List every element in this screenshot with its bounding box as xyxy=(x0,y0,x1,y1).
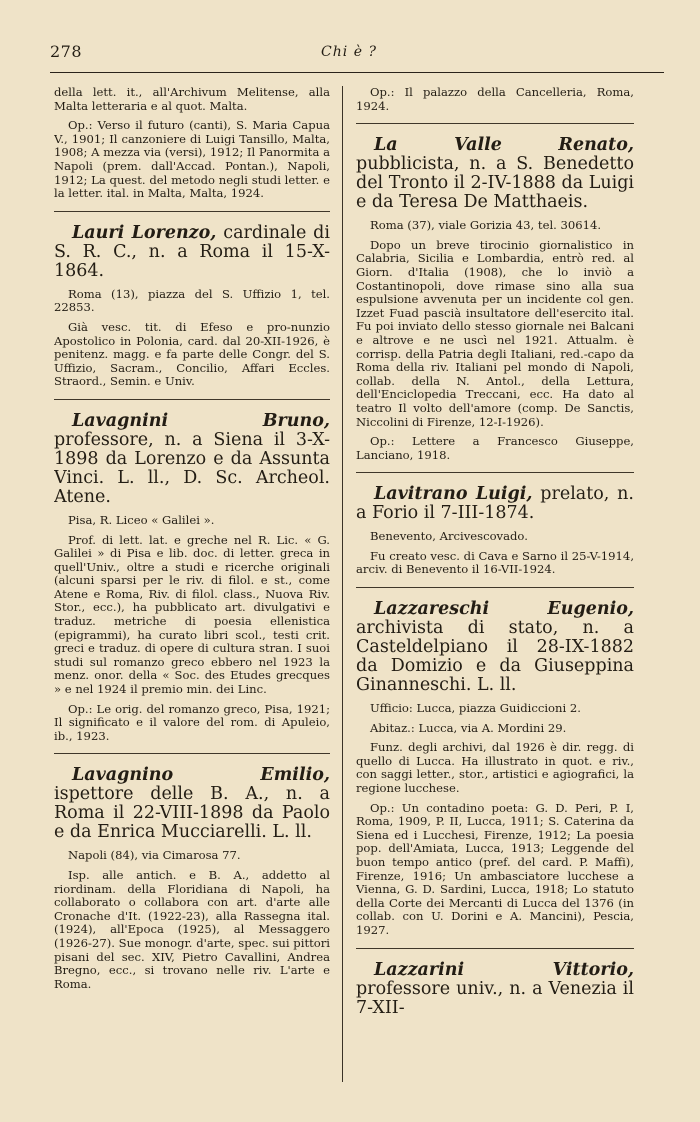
entry-address: Roma (37), viale Gorizia 43, tel. 30614. xyxy=(370,218,602,233)
page-number: 278 xyxy=(50,42,83,61)
entry-works: Op.: Le orig. del romanzo greco, Pisa, 1921; Il significato e il valore del rom. di Apuleio, ib., 1923. xyxy=(54,701,330,743)
entry-heading xyxy=(356,961,634,1018)
entry-address: Pisa, R. Liceo « Galilei ». xyxy=(68,512,215,527)
entry-bio: Funz. degli archivi, dal 1926 è dir. regg. di quello di Lucca. Ha illustrato in quot. e riv., con saggi letter., stor., artistici e agiografici, la regione lucchese. xyxy=(356,740,634,796)
entry-heading xyxy=(356,485,634,523)
entry-address: Ufficio: Lucca, piazza Guidiccioni 2. xyxy=(370,701,581,716)
entry-works: Op.: Un contadino poeta: G. D. Peri, P. I, Roma, 1909, P. II, Lucca, 1911; S. Caterina da Siena ed i Lucchesi, Firenze, 1912; La poesia pop. dell'Amiata, Lucca, 1913; Leggende del buon tempo antico (pref. del card. P. Maffi), Firenze, 1916; Un ambasciatore lucchese a Vienna, G. D. Sardini, Lucca, 1918; Lo statuto della Corte dei Mercanti di Lucca del 1376 (in collab. con U. Dorini e A. Mancini), Pescia, 1927. xyxy=(356,800,634,937)
entry-lazzareschi-eugenio xyxy=(356,600,634,938)
entry-works: Op.: Lettere a Francesco Giuseppe, Lanciano, 1918. xyxy=(356,434,634,462)
entry-separator xyxy=(54,399,330,400)
continuation-text: della lett. it., all'Archivum Melitense, alla Malta letteraria e al quot. Malta. xyxy=(54,86,330,113)
entry-address: Napoli (84), via Cimarosa 77. xyxy=(68,848,241,863)
entry-name: Lazzarini Vittorio, xyxy=(374,959,634,980)
entry-name: Lazzareschi Eugenio, xyxy=(374,599,634,620)
entry-title: professore, n. a Siena il 3-X-1898 da Lorenzo e da Assunta Vinci. L. ll., D. Sc. Archeol. Atene. xyxy=(54,429,330,507)
entry-title: ispettore delle B. A., n. a Roma il 22-VIII-1898 da Paolo e da Enrica Mucciarelli. L. ll. xyxy=(54,784,330,843)
entry-address: Benevento, Arcivescovado. xyxy=(370,529,528,544)
entry-heading xyxy=(54,766,330,842)
entry-address-home: Abitaz.: Lucca, via A. Mordini 29. xyxy=(370,720,567,735)
entry-bio: Fu creato vesc. di Cava e Sarno il 25-V-1914, arciv. di Benevento il 16-VII-1924. xyxy=(356,548,634,577)
entry-lazzarini-vittorio xyxy=(356,961,634,1018)
page-header xyxy=(50,42,648,68)
entry-heading xyxy=(54,224,330,281)
entry-name: Lavitrano Luigi, xyxy=(374,484,533,505)
left-column xyxy=(54,86,330,997)
entry-title: pubblicista, n. a S. Benedetto del Tronto il 2-IV-1888 da Luigi e da Teresa De Matthaeis. xyxy=(356,154,634,213)
entry-address: Roma (13), piazza del S. Uffizio 1, tel. 22853. xyxy=(54,286,330,315)
running-title: Chi è ? xyxy=(321,44,377,60)
entry-name: La Valle Renato, xyxy=(374,135,634,156)
entry-separator xyxy=(356,123,634,124)
entry-title: archivista di stato, n. a Casteldelpiano il 28-IX-1882 da Domizio e da Giuseppina Ginanneschi. L. ll. xyxy=(356,618,634,696)
entry-separator xyxy=(356,472,634,473)
continuation-works: Op.: Il palazzo della Cancelleria, Roma, 1924. xyxy=(356,86,634,113)
entry-title: cardinale di S. R. C., n. a Roma il 15-X-1864. xyxy=(54,222,330,281)
entry-bio: Isp. alle antich. e B. A., addetto al riordinam. della Floridiana di Napoli, ha collaborato o collabora con art. d'arte alle Cronache d'It. (1922-23), alla Rassegna ital. (1924), all'Epoca (1925), al Messaggero (1926-27). Sue monogr. d'arte, spec. sui pittori pisani del sec. XIV, Pietro Cavallini, Andrea Bregno, ecc., si trovano nelle riv. L'arte e Roma. xyxy=(54,868,330,991)
entry-bio: Prof. di lett. lat. e greche nel R. Lic. « G. Galilei » di Pisa e lib. doc. di letter. greca in quell'Univ., oltre a studi e ricerche originali (alcuni sparsi per le riv. di filol. e st., come Atene e Roma, Riv. di filol. class., Nuova Riv. Stor., ecc.), ha pubblicato art. divulgativi e traduz. metriche di poesia ellenistica (epigrammi), ha curato libri scol., testi crit. greci e traduz. di opere di cultura stran. I suoi studi sul romanzo greco ebbero nel 1923 la menz. onor. della « Soc. des Etudes grecques » e nel 1924 il premio min. dei Linc. xyxy=(54,532,330,697)
entry-lauri-lorenzo xyxy=(54,224,330,389)
entry-lavitrano-luigi xyxy=(356,485,634,577)
column-divider xyxy=(342,86,343,1082)
entry-heading xyxy=(54,412,330,507)
entry-separator xyxy=(356,948,634,949)
entry-bio: Dopo un breve tirocinio giornalistico in Calabria, Sicilia e Lombardia, entrò red. al Giorn. d'Italia (1908), che lo inviò a Costantinopoli, dove rimase sino alla sua espulsione avvenuta per un incidente col gen. Izzet Fuad pascià insultatore dell'esercito ital. Fu poi inviato dello stesso giornale nei Balcani e altrove e ne uscì nel 1921. Attualm. è corrisp. della Patria degli Italiani, red.-capo da Roma della riv. Italiani pel mondo di Napoli, collab. della N. Antol., della Lettura, dell'Enciclopedia Treccani, ecc. Ha dato al teatro Il volto dell'amore (comp. De Sanctis, Niccolini di Firenze, 12-I-1926). xyxy=(356,237,634,429)
entry-separator xyxy=(356,587,634,588)
entry-bio: Già vesc. tit. di Efeso e pro-nunzio Apostolico in Polonia, card. dal 20-XII-1926, è penitenz. magg. e fa parte delle Congr. del S. Uffizio, Sacram., Concilio, Affari Eccles. Straord., Semin. e Univ. xyxy=(54,319,330,389)
entry-la-valle-renato xyxy=(356,136,634,462)
entry-name: Lauri Lorenzo, xyxy=(72,222,217,243)
header-rule xyxy=(50,72,664,73)
right-column xyxy=(356,86,634,1025)
entry-name: Lavagnini Bruno, xyxy=(72,410,330,431)
entry-title: professore univ., n. a Venezia il 7-XII- xyxy=(356,978,634,1018)
entry-heading xyxy=(356,600,634,695)
entry-name: Lavagnino Emilio, xyxy=(72,765,330,786)
entry-lavagnini-bruno xyxy=(54,412,330,744)
continuation-works: Op.: Verso il futuro (canti), S. Maria Capua V., 1901; Il canzoniere di Luigi Tansillo, Malta, 1908; A mezza via (versi), 1912; Il Panormita a Napoli (prem. dall'Accad. Pontan.), Napoli, 1912; La quest. del metodo negli studi letter. e la letter. ital. in Malta, Malta, 1924. xyxy=(54,118,330,201)
entry-separator xyxy=(54,211,330,212)
entry-lavagnino-emilio xyxy=(54,766,330,991)
entry-separator xyxy=(54,753,330,754)
entry-heading xyxy=(356,136,634,212)
entry-title: prelato, n. a Forio il 7-III-1874. xyxy=(356,484,634,524)
